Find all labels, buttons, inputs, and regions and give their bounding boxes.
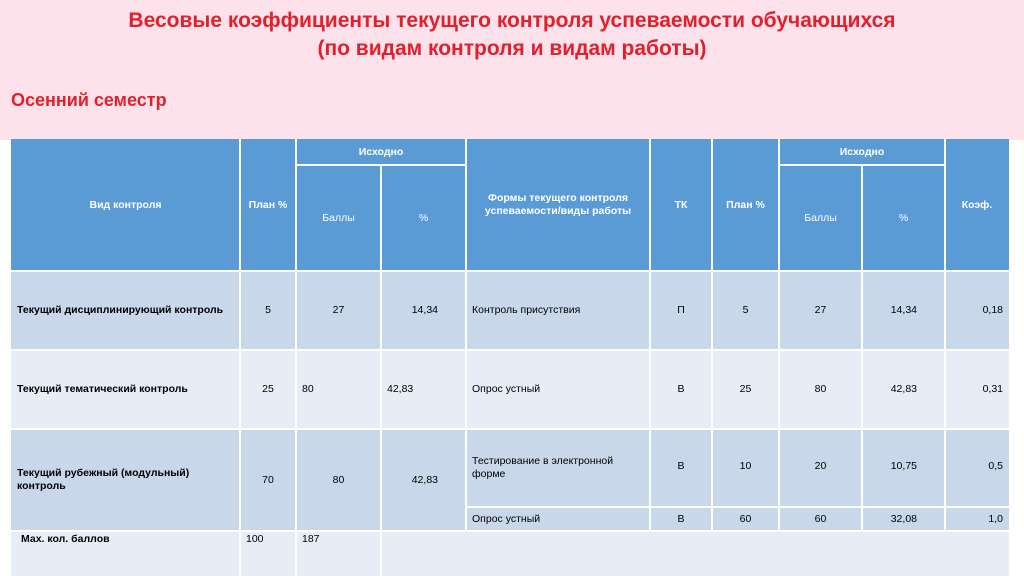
row2-points: 80 — [296, 350, 381, 429]
total-label: Мах. кол. баллов — [11, 531, 240, 576]
row1-coef: 0,18 — [945, 271, 1009, 350]
row3b-points2: 60 — [779, 507, 862, 531]
header-tk: ТК — [650, 139, 712, 271]
row3-percent: 42,83 — [381, 429, 466, 531]
row2-plan: 25 — [240, 350, 296, 429]
header-forms: Формы текущего контроля успеваемости/виды работы — [466, 139, 650, 271]
header-plan2: План % — [712, 139, 779, 271]
row1-percent2: 14,34 — [862, 271, 945, 350]
grid-line — [11, 530, 1009, 532]
grid-line — [861, 165, 863, 531]
row3-kind: Текущий рубежный (модульный) контроль — [11, 429, 240, 531]
row1-tk: П — [650, 271, 712, 350]
row3b-plan2: 60 — [712, 507, 779, 531]
total-empty — [381, 531, 1009, 576]
grid-line — [11, 349, 1009, 351]
row3b-form: Опрос устный — [466, 507, 650, 531]
semester-label: Осенний семестр — [11, 90, 167, 110]
grid-line — [380, 165, 382, 576]
row3a-tk: В — [650, 429, 712, 507]
row3b-percent2: 32,08 — [862, 507, 945, 531]
row1-points: 27 — [296, 271, 381, 350]
row2-tk: В — [650, 350, 712, 429]
row2-points2: 80 — [779, 350, 862, 429]
row2-form: Опрос устный — [466, 350, 650, 429]
total-plan: 100 — [240, 531, 296, 576]
row3b-coef: 1,0 — [945, 507, 1009, 531]
header-kind: Вид контроля — [11, 139, 240, 271]
grid-line — [944, 139, 946, 531]
row3a-form: Тестирование в электронной форме — [466, 429, 650, 507]
grid-line — [466, 506, 1009, 508]
grid-line — [711, 139, 713, 531]
row1-percent: 14,34 — [381, 271, 466, 350]
row3b-tk: В — [650, 507, 712, 531]
row1-plan2: 5 — [712, 271, 779, 350]
row3a-plan2: 10 — [712, 429, 779, 507]
grid-line — [296, 164, 466, 166]
header-initial: Исходно — [296, 139, 466, 165]
total-points: 187 — [296, 531, 381, 576]
row3a-percent2: 10,75 — [862, 429, 945, 507]
row1-kind: Текущий дисциплинирующий контроль — [11, 271, 240, 350]
header-coef: Коэф. — [945, 139, 1009, 271]
grid-line — [11, 428, 1009, 430]
header-percent2: % — [862, 165, 945, 271]
header-initial2: Исходно — [779, 139, 945, 165]
header-points: Баллы — [296, 165, 381, 271]
grid-line — [239, 139, 241, 576]
header-percent: % — [381, 165, 466, 271]
row3-points: 80 — [296, 429, 381, 531]
header-plan: План % — [240, 139, 296, 271]
row1-form: Контроль присутствия — [466, 271, 650, 350]
row2-percent2: 42,83 — [862, 350, 945, 429]
header-points2: Баллы — [779, 165, 862, 271]
page-title-subline: (по видам контроля и видам работы) — [317, 37, 707, 60]
row2-percent: 42,83 — [381, 350, 466, 429]
row2-coef: 0,31 — [945, 350, 1009, 429]
page-title: Весовые коэффициенты текущего контроля успеваемости обучающихся — [128, 9, 896, 32]
grid-line — [649, 139, 651, 531]
grid-line — [778, 139, 780, 531]
row1-points2: 27 — [779, 271, 862, 350]
row3-plan: 70 — [240, 429, 296, 531]
row3a-coef: 0,5 — [945, 429, 1009, 507]
row2-plan2: 25 — [712, 350, 779, 429]
grid-line — [295, 139, 297, 576]
row3a-points2: 20 — [779, 429, 862, 507]
row2-kind: Текущий тематический контроль — [11, 350, 240, 429]
row1-plan: 5 — [240, 271, 296, 350]
grid-line — [11, 270, 1009, 272]
grid-line — [465, 139, 467, 531]
grid-line — [779, 164, 945, 166]
